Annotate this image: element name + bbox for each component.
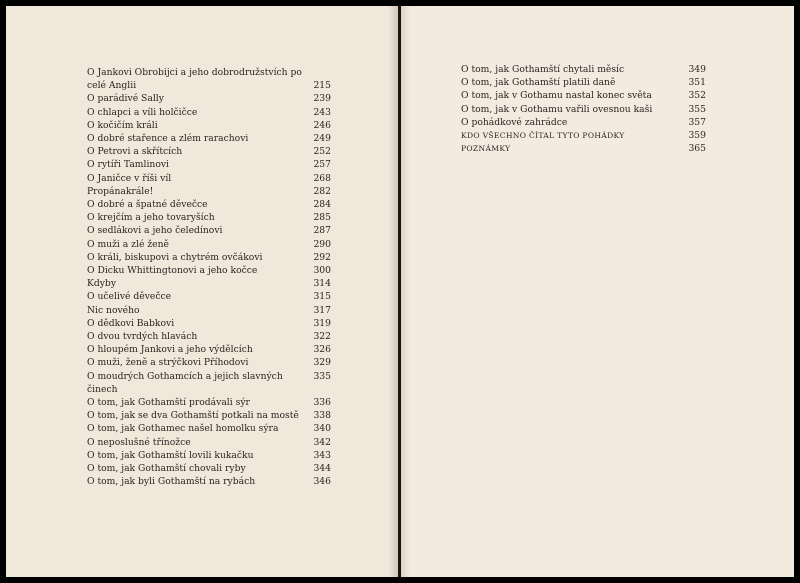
toc-entry-title: O dvou tvrdých hlavách [87,331,198,343]
toc-entry [87,475,331,488]
toc-entry-title: KDO VŠECHNO ČÍTAL TYTO POHÁDKY [461,131,625,141]
toc-entry-page: 336 [313,397,331,409]
toc-entry [87,449,331,462]
toc-entry [87,396,331,409]
toc-entry-title: O tom, jak Gothamští lovili kukačku [87,449,254,461]
toc-entry [461,89,706,102]
toc-entry-title: O pohádkové zahrádce [461,116,568,128]
toc-entry [87,343,331,356]
toc-entry-title: O tom, jak byli Gothamští na rybách [87,476,256,488]
toc-entry-page: 326 [313,344,331,356]
toc-entry [87,238,331,251]
toc-entry-title: O sedlákovi a jeho čeledínovi [87,225,223,237]
toc-entry [87,211,331,224]
toc-entry-title: O učelivé děvečce [87,291,172,303]
toc-entry-title: O neposlušné třínožce [87,436,191,448]
toc-left-column [87,66,331,488]
toc-entry-title: O králi, biskupovi a chytrém ovčákovi [87,251,263,263]
toc-entry-title: O chlapci a víli holčičce [87,106,198,118]
toc-entry-title: O moudrých Gothamcích a jejich slavných činech [87,370,283,395]
toc-entry-page: 285 [313,212,331,224]
toc-entry-page: 314 [313,278,331,290]
toc-entry-title: O tom, jak Gothamští chytali měsíc [461,64,625,75]
toc-entry-title: O Petrovi a skřítcích [87,146,183,158]
toc-entry-title: O parádivé Sally [87,93,164,105]
toc-entry-title: O Dicku Whittingtonovi a jeho kočce [87,265,258,277]
toc-entry [87,317,331,330]
toc-entry-title: Kdyby [87,278,117,290]
toc-entry-title: O tom, jak v Gothamu nastal konec světa [461,90,652,102]
toc-entry-title: POZNÁMKY [461,144,511,154]
toc-entry-page: 349 [688,64,706,75]
toc-entry [461,63,706,76]
toc-entry [87,224,331,237]
toc-entry [461,76,706,89]
toc-entry-title: O krejčím a jeho tovaryších [87,212,215,224]
toc-entry [87,422,331,435]
toc-entry-page: 351 [688,77,706,89]
toc-entry-page: 246 [313,119,331,131]
toc-entry [87,132,331,145]
toc-entry-page: 282 [313,185,331,197]
toc-entry-title: O tom, jak Gothamec našel homolku sýra [87,423,279,435]
toc-entry-page: 338 [313,410,331,422]
toc-entry-page: 343 [313,449,331,461]
toc-entry-title: O tom, jak Gothamští platili daně [461,77,616,89]
toc-entry [87,106,331,119]
toc-entry-title: Nic nového [87,304,140,316]
toc-entry-title: O hloupém Jankovi a jeho výdělcích [87,344,253,356]
toc-entry [87,264,331,277]
toc-entry-page: 342 [313,436,331,448]
toc-entry-page: 317 [313,304,331,316]
toc-entry [461,116,706,129]
toc-entry-page: 319 [313,317,331,329]
toc-entry [87,436,331,449]
toc-entry [87,145,331,158]
toc-entry-page: 252 [313,146,331,158]
toc-entry-title: O Janičce v říši víl [87,172,172,184]
toc-entry-page: 243 [313,106,331,118]
toc-entry [87,409,331,422]
toc-entry-title: O dobré a špatné děvečce [87,199,208,211]
toc-entry-page: 340 [313,423,331,435]
toc-entry [87,330,331,343]
toc-entry [87,370,331,396]
toc-entry-page: 355 [688,103,706,115]
toc-entry-page: 268 [313,172,331,184]
toc-entry-page: 215 [313,80,331,92]
toc-entry [87,92,331,105]
toc-entry-title: O tom, jak v Gothamu vařili ovesnou kaši [461,103,653,115]
toc-entry-title: O kočičím králi [87,119,158,131]
toc-entry [87,66,331,92]
toc-entry-page: 352 [688,90,706,102]
toc-entry-title: O dobré stařence a zlém rarachovi [87,133,249,144]
toc-entry [87,172,331,185]
toc-entry [87,158,331,171]
toc-entry-title: O muži, ženě a strýčkovi Příhodovi [87,357,249,369]
toc-entry-page: 329 [313,357,331,369]
toc-entry-page: 359 [688,130,706,142]
toc-entry [87,251,331,264]
toc-entry-page: 335 [313,370,331,382]
toc-entry-title: O tom, jak se dva Gothamští potkali na mostě [87,410,299,422]
toc-entry-title: O tom, jak Gothamští chovali ryby [87,463,246,475]
toc-entry-title: O Jankovi Obrobijci a jeho dobrodružstvích po celé Anglii [87,67,302,92]
toc-entry [87,462,331,475]
toc-entry-page: 249 [313,133,331,144]
toc-entry [87,304,331,317]
toc-entry [87,185,331,198]
toc-right-column [461,63,706,155]
toc-entry-title: O rytíři Tamlinovi [87,159,169,171]
toc-entry [461,103,706,116]
toc-entry [461,129,706,142]
toc-entry-title: Propánakrále! [87,185,154,197]
toc-entry-page: 300 [313,265,331,277]
toc-entry-page: 357 [688,116,706,128]
toc-entry [87,198,331,211]
toc-entry [87,277,331,290]
toc-entry [87,119,331,132]
toc-entry-page: 292 [313,251,331,263]
toc-entry [87,290,331,303]
toc-entry [87,356,331,369]
toc-entry-page: 284 [313,199,331,211]
toc-entry-page: 344 [313,463,331,475]
toc-entry-page: 346 [313,476,331,488]
toc-entry-page: 315 [313,291,331,303]
toc-entry-page: 322 [313,331,331,343]
toc-entry-page: 290 [313,238,331,250]
toc-entry-page: 239 [313,93,331,105]
toc-entry-title: O dědkovi Babkovi [87,317,175,329]
toc-entry-title: O muži a zlé ženě [87,238,169,250]
toc-entry-page: 287 [313,225,331,237]
toc-entry [461,142,706,155]
toc-entry-title: O tom, jak Gothamští prodávali sýr [87,397,250,409]
toc-entry-page: 257 [313,159,331,171]
toc-entry-page: 365 [688,143,706,155]
